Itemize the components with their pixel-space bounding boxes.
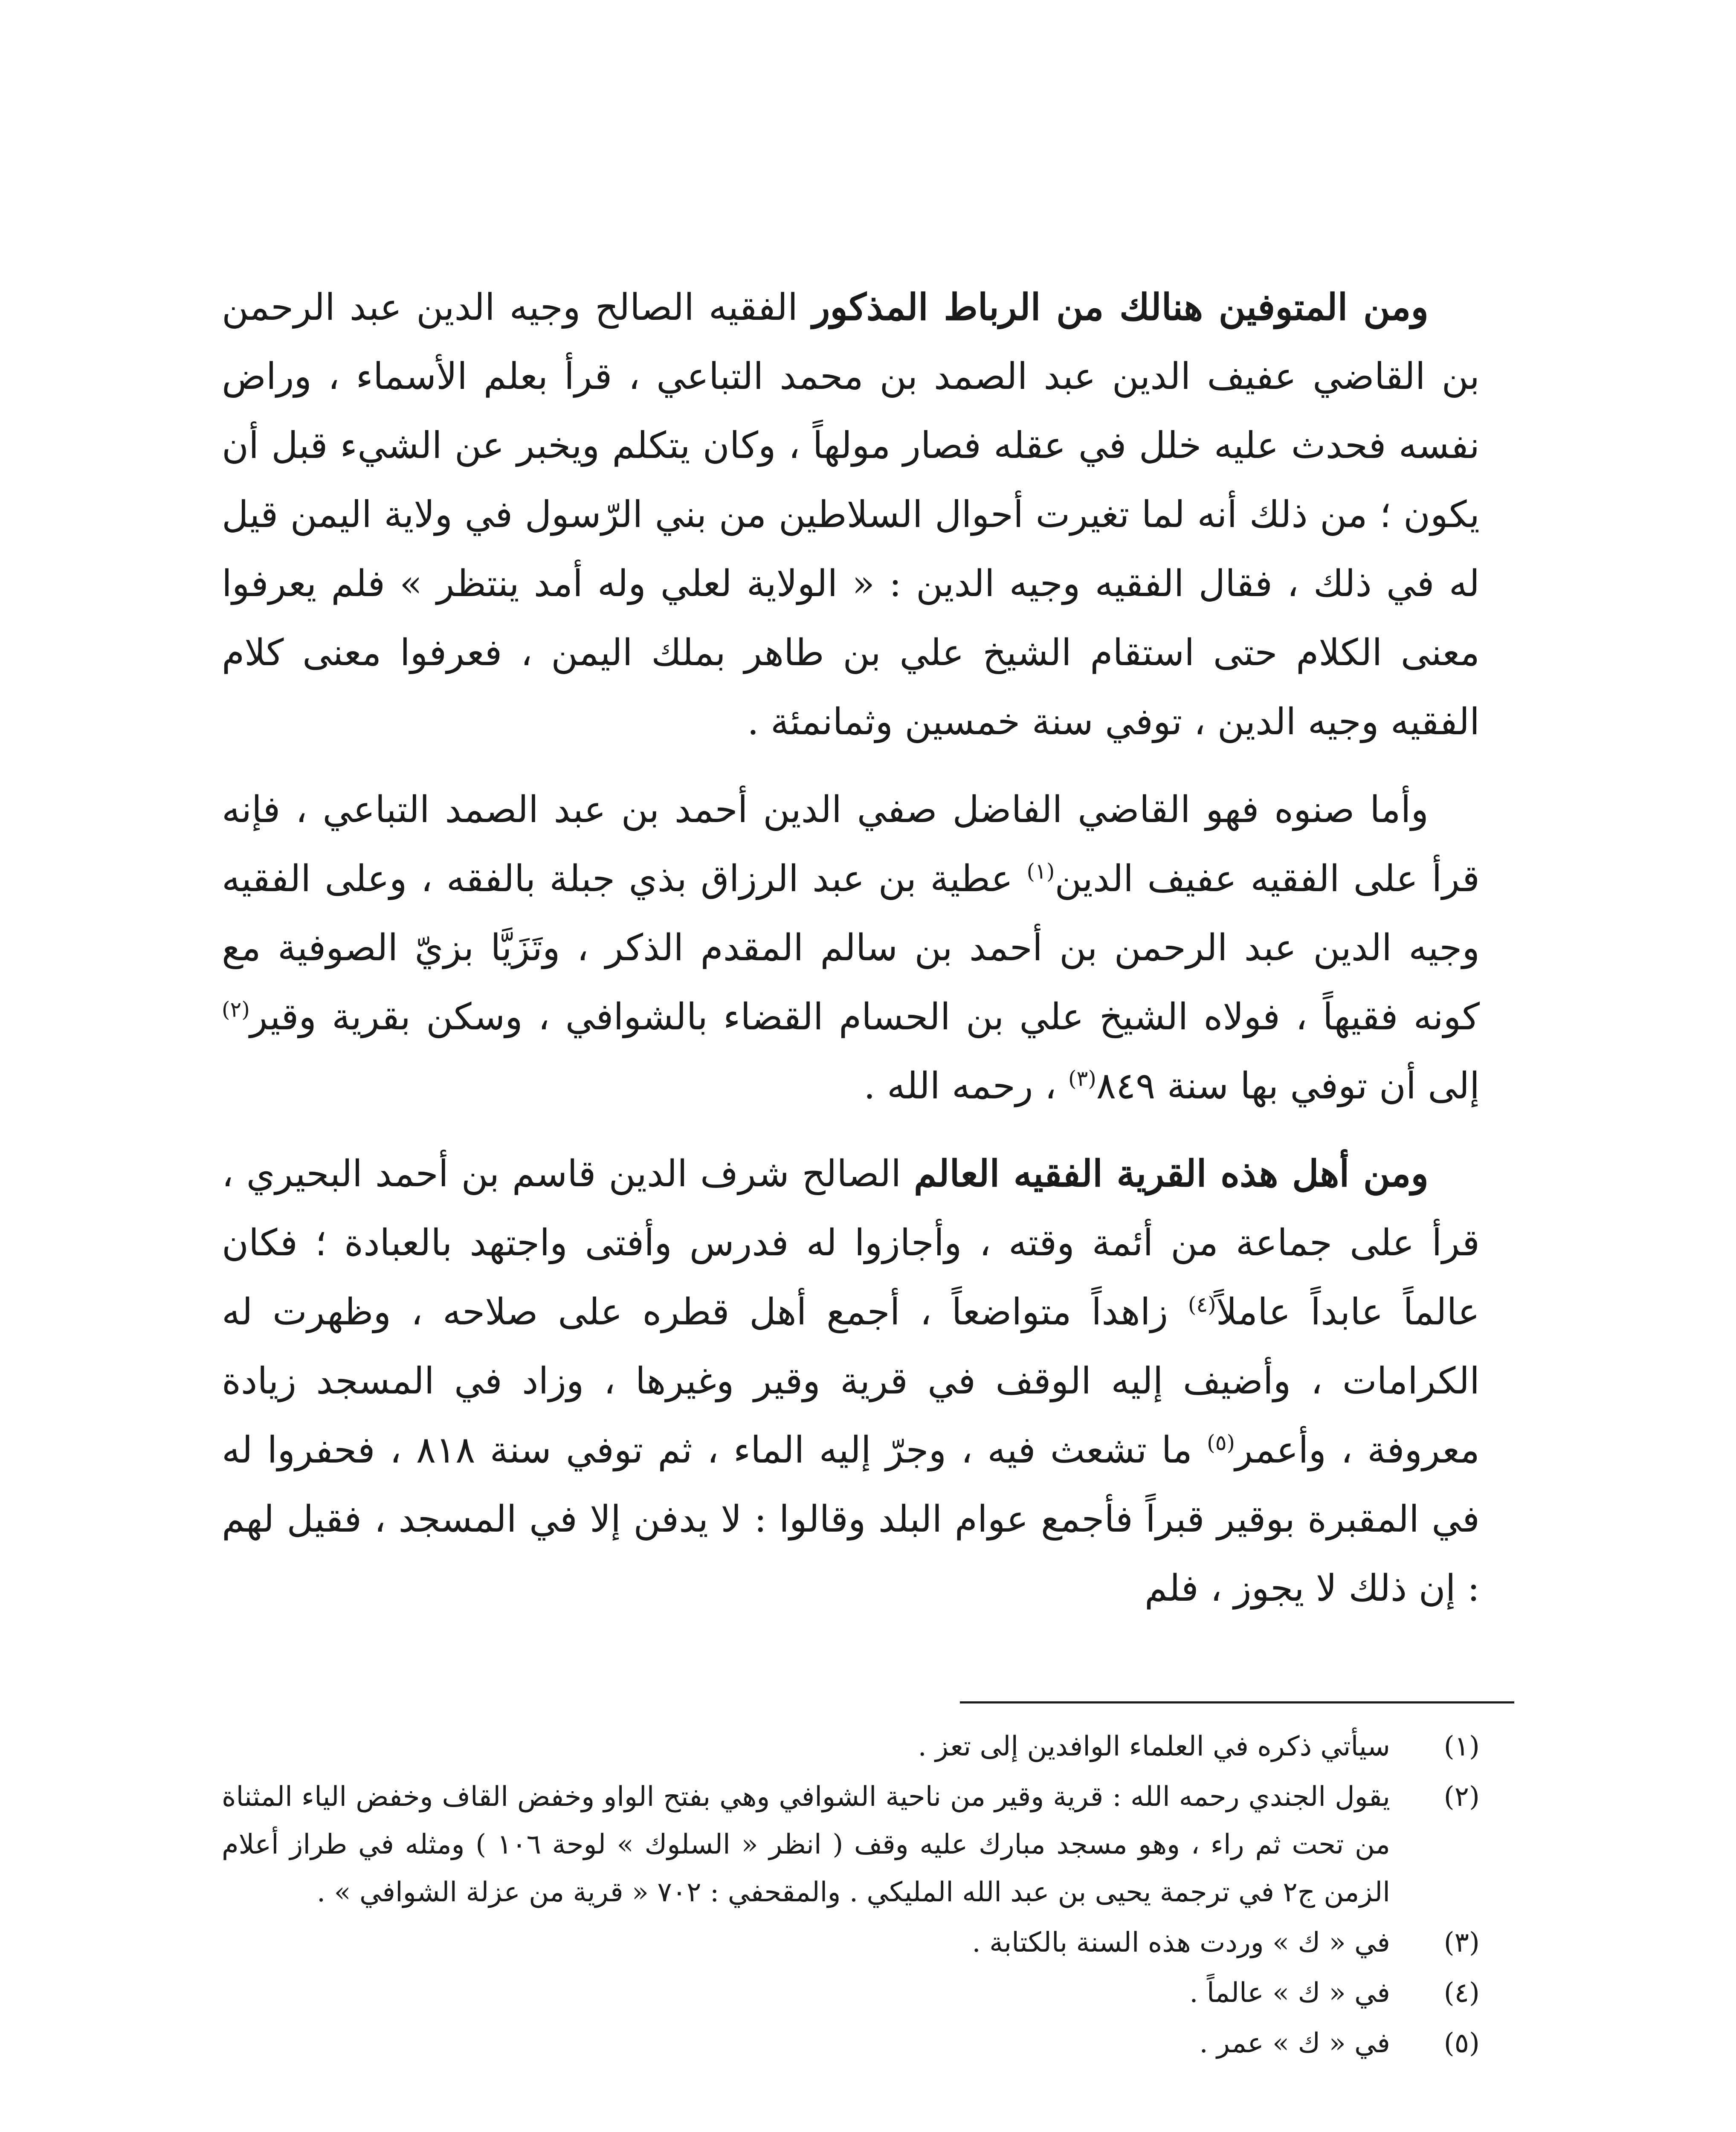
footnote-3 — [222, 1919, 1480, 1967]
footnote-ref[interactable]: (١) — [1026, 859, 1055, 884]
footnote-ref[interactable]: (٤) — [1188, 1292, 1216, 1317]
paragraph-lead: ومن المتوفين هنالك من الرباط المذكور — [812, 286, 1429, 329]
footnote-1 — [222, 1723, 1480, 1770]
paragraph-2 — [222, 775, 1480, 1121]
paragraph-text: وأما صنوه فهو القاضي الفاضل صفي الدين أحمد بن عبد الصمد التباعي ، فإنه قرأ على الفقيه عفيف الدين — [222, 788, 1480, 900]
main-text — [222, 273, 1480, 1642]
paragraph-text: الصالح شرف الدين قاسم بن أحمد البحيري ، قرأ على جماعة من أئمة وقته ، وأجازوا له فدرس وأفتى واجتهد بالعبادة ؛ فكان عالماً عابداً عاملاً — [222, 1153, 1480, 1333]
paragraph-text: الفقيه الصالح وجيه الدين عبد الرحمن بن القاضي عفيف الدين عبد الصمد بن محمد التباعي ، قرأ بعلم الأسماء ، وراض نفسه فحدث عليه خلل في عقله فصار مولهاً ، وكان يتكلم ويخبر عن الشيء قبل أن يكون ؛ من ذلك أنه لما تغيرت أحوال السلاطين من بني الرّسول في ولاية اليمن قيل له في ذلك ، فقال الفقيه وجيه الدين : « الولاية لعلي وله أمد ينتظر » فلم يعرفوا معنى الكلام حتى استقام الشيخ علي بن طاهر بملك اليمن ، فعرفوا معنى كلام الفقيه وجيه الدين ، توفي سنة خمسين وثمانمئة . — [222, 286, 1480, 743]
paragraph-text: ما تشعث فيه ، وجرّ إليه الماء ، ثم توفي سنة ٨١٨ ، فحفروا له في المقبرة بوقير قبراً فأجمع عوام البلد وقالوا : لا يدفن إلا في المسجد ، فقيل لهم : إن ذلك لا يجوز ، فلم — [222, 1429, 1480, 1610]
footnote-text: يقول الجندي رحمه الله : قرية وقير من ناحية الشوافي وهي بفتح الواو وخفض القاف وخفض الياء المثناة من تحت ثم راء ، وهو مسجد مبارك عليه وقف ( انظر « السلوك » لوحة ١٠٦ ) ومثله في طراز أعلام الزمن ج٢ في ترجمة يحيى بن عبد الله المليكي . والمقحفي : ٧٠٢ « قرية من عزلة الشوافي » . — [222, 1781, 1391, 1908]
footnotes — [222, 1723, 1480, 2070]
footnote-5 — [222, 2019, 1480, 2067]
footnote-number: (٢) — [1443, 1781, 1480, 1813]
footnote-number: (١) — [1443, 1731, 1480, 1762]
paragraph-lead: ومن أهل هذه القرية الفقيه العالم — [914, 1152, 1429, 1195]
paragraph-text: ، رحمه الله . — [864, 1065, 1068, 1107]
footnote-2 — [222, 1773, 1480, 1916]
footnote-text: سيأتي ذكره في العلماء الوافدين إلى تعز . — [918, 1731, 1390, 1762]
footnote-4 — [222, 1969, 1480, 2017]
paragraph-text: زاهداً متواضعاً ، أجمع أهل قطره على صلاحه ، وظهرت له الكرامات ، وأضيف إليه الوقف في قرية وقير وغيرها ، وزاد في المسجد زيادة معروفة ، وأعمر — [222, 1291, 1480, 1472]
footnote-divider — [960, 1701, 1514, 1703]
footnote-text: في « ك » وردت هذه السنة بالكتابة . — [972, 1927, 1390, 1958]
paragraph-1 — [222, 273, 1480, 756]
footnote-text: في « ك » عمر . — [1199, 2028, 1390, 2059]
footnote-text: في « ك » عالماً . — [1189, 1977, 1390, 2009]
footnote-ref[interactable]: (٣) — [1068, 1066, 1096, 1091]
paragraph-text: عطية بن عبد الرزاق بذي جبلة بالفقه ، وعلى الفقيه وجيه الدين عبد الرحمن بن أحمد بن سالم المقدم الذكر ، وتَزَيَّا بزيّ الصوفية مع كونه فقيهاً ، فولاه الشيخ علي بن الحسام القضاء بالشوافي ، وسكن بقرية وقير — [222, 857, 1480, 1038]
paragraph-text: إلى أن توفي بها سنة ٨٤٩ — [1096, 1065, 1480, 1107]
footnote-ref[interactable]: (٢) — [222, 997, 250, 1022]
footnote-number: (٤) — [1443, 1977, 1480, 2009]
paragraph-3 — [222, 1139, 1480, 1623]
footnote-number: (٥) — [1443, 2028, 1480, 2059]
footnote-ref[interactable]: (٥) — [1207, 1430, 1235, 1455]
footnote-number: (٣) — [1443, 1927, 1480, 1958]
